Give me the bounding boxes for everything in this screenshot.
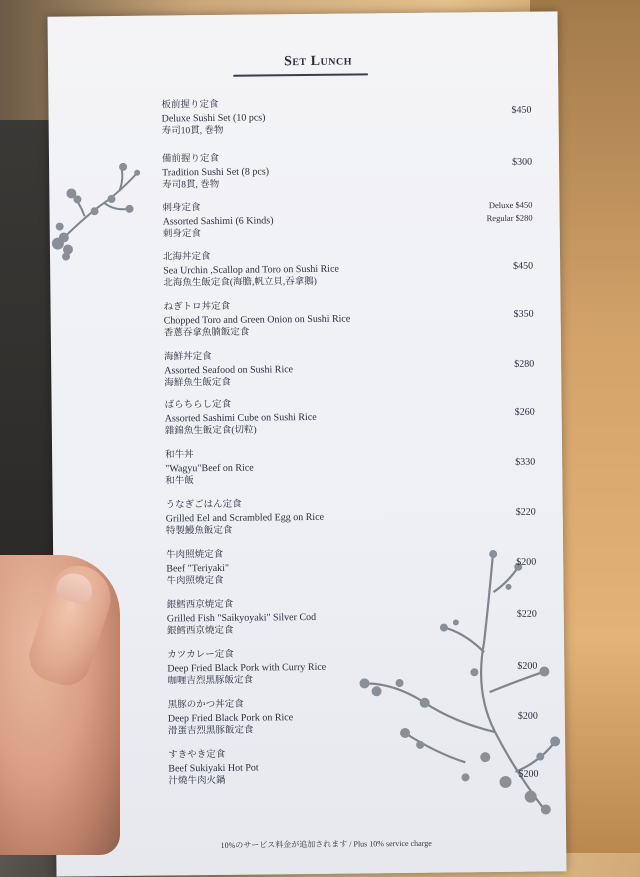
item-price: $200 bbox=[518, 768, 539, 780]
item-jp-name: カツカレー定食 bbox=[167, 649, 234, 661]
item-jp-name: ねぎトロ丼定食 bbox=[163, 301, 231, 313]
item-price: $220 bbox=[516, 608, 537, 620]
menu-title: Set Lunch bbox=[283, 53, 353, 70]
menu-item bbox=[167, 646, 537, 689]
item-en-name: Beef "Teriyaki" bbox=[166, 562, 230, 575]
item-price: $300 bbox=[512, 156, 533, 168]
price-deluxe: Deluxe $450 bbox=[488, 199, 533, 211]
item-en-name: Beef Sukiyaki Hot Pot bbox=[168, 762, 259, 775]
item-en-name: Grilled Eel and Scrambled Egg on Rice bbox=[165, 511, 325, 525]
item-en-name: Deep Fried Black Pork with Curry Rice bbox=[167, 661, 327, 675]
menu-item bbox=[163, 248, 533, 291]
item-jp-name: 銀鱈西京焼定食 bbox=[166, 599, 234, 611]
item-en-name: Assorted Sashimi Cube on Sushi Rice bbox=[164, 411, 317, 425]
item-zh-name: 北海魚生飯定食(海膽,帆立貝,吞拿鵝) bbox=[163, 276, 317, 289]
item-en-name: Tradition Sushi Set (8 pcs) bbox=[162, 166, 270, 179]
menu-sheet bbox=[48, 11, 567, 876]
item-price: $200 bbox=[517, 660, 538, 672]
item-zh-name: 刺身定食 bbox=[162, 229, 201, 240]
item-en-name: Assorted Sashimi (6 Kinds) bbox=[162, 215, 274, 228]
item-jp-name: 黒豚のかつ丼定食 bbox=[167, 699, 244, 711]
item-jp-name: 備前握り定食 bbox=[161, 153, 220, 165]
item-zh-name: 香蔥吞拿魚腩飯定食 bbox=[163, 327, 250, 339]
item-price: $280 bbox=[514, 358, 535, 370]
item-price: $450 bbox=[511, 104, 532, 116]
menu-item bbox=[165, 396, 535, 439]
item-en-name: Deluxe Sushi Set (10 pcs) bbox=[161, 112, 266, 125]
item-en-name: Grilled Fish "Saikyoyaki" Silver Cod bbox=[166, 611, 317, 625]
item-zh-name: 雜錦魚生飯定食(切粒) bbox=[164, 425, 257, 437]
item-zh-name: 寿司10貫, 巻物 bbox=[161, 125, 224, 137]
item-jp-name: 板前握り定食 bbox=[161, 99, 219, 111]
item-jp-name: すきやき定食 bbox=[168, 749, 226, 761]
item-jp-name: 和牛丼 bbox=[165, 450, 194, 461]
left-branch-decoration bbox=[49, 151, 145, 262]
item-zh-name: 牛肉照燒定食 bbox=[166, 575, 224, 587]
item-jp-name: 北海丼定食 bbox=[162, 252, 211, 263]
menu-item bbox=[162, 199, 532, 242]
item-price: $200 bbox=[517, 710, 538, 722]
menu-item bbox=[168, 696, 538, 739]
menu-item bbox=[164, 348, 534, 391]
menu-item bbox=[167, 596, 537, 639]
item-zh-name: 銀鱈西京燒定食 bbox=[166, 625, 234, 637]
item-zh-name: 寿司8貫, 巻物 bbox=[162, 179, 220, 191]
item-price: $200 bbox=[516, 556, 537, 568]
item-en-name: Deep Fried Black Pork on Rice bbox=[167, 712, 294, 725]
item-jp-name: 海鮮丼定食 bbox=[164, 351, 212, 363]
menu-item bbox=[165, 446, 535, 489]
price-regular: Regular $280 bbox=[486, 212, 533, 224]
item-zh-name: 特製鰻魚飯定食 bbox=[165, 525, 233, 537]
item-jp-name: 牛肉照焼定食 bbox=[166, 549, 224, 561]
menu-item bbox=[162, 150, 532, 193]
item-price: $260 bbox=[514, 406, 535, 418]
menu-item bbox=[168, 746, 538, 789]
item-jp-name: ばらちらし定食 bbox=[164, 399, 232, 411]
item-price: $220 bbox=[515, 506, 536, 518]
menu-item bbox=[166, 546, 536, 589]
item-en-name: Sea Urchin ,Scallop and Toro on Sushi Rice bbox=[163, 263, 339, 277]
item-zh-name: 滑蛋吉烈黑豚飯定食 bbox=[167, 725, 254, 737]
item-price: $330 bbox=[515, 456, 536, 468]
item-en-name: Assorted Seafood on Sushi Rice bbox=[164, 364, 294, 377]
item-zh-name: 汁燒牛肉火鍋 bbox=[168, 775, 226, 787]
item-price: $350 bbox=[513, 308, 534, 320]
item-en-name: "Wagyu"Beef on Rice bbox=[165, 462, 254, 475]
title-underline bbox=[233, 73, 368, 76]
menu-item bbox=[161, 96, 531, 139]
item-en-name: Chopped Toro and Green Onion on Sushi Rice bbox=[163, 313, 351, 327]
item-price-tiers bbox=[486, 199, 532, 225]
menu-item bbox=[163, 298, 533, 341]
item-zh-name: 咖喱吉烈黑豚飯定食 bbox=[167, 675, 254, 687]
item-jp-name: うなぎごはん定食 bbox=[165, 499, 242, 511]
item-jp-name: 刺身定食 bbox=[162, 203, 201, 214]
service-charge-note: 10%のサービス料金が追加されます / Plus 10% service charge bbox=[220, 838, 432, 850]
menu-item bbox=[166, 496, 536, 539]
item-zh-name: 和牛飯 bbox=[165, 476, 194, 487]
item-price: $450 bbox=[513, 260, 534, 272]
item-zh-name: 海鮮魚生飯定食 bbox=[164, 377, 231, 389]
